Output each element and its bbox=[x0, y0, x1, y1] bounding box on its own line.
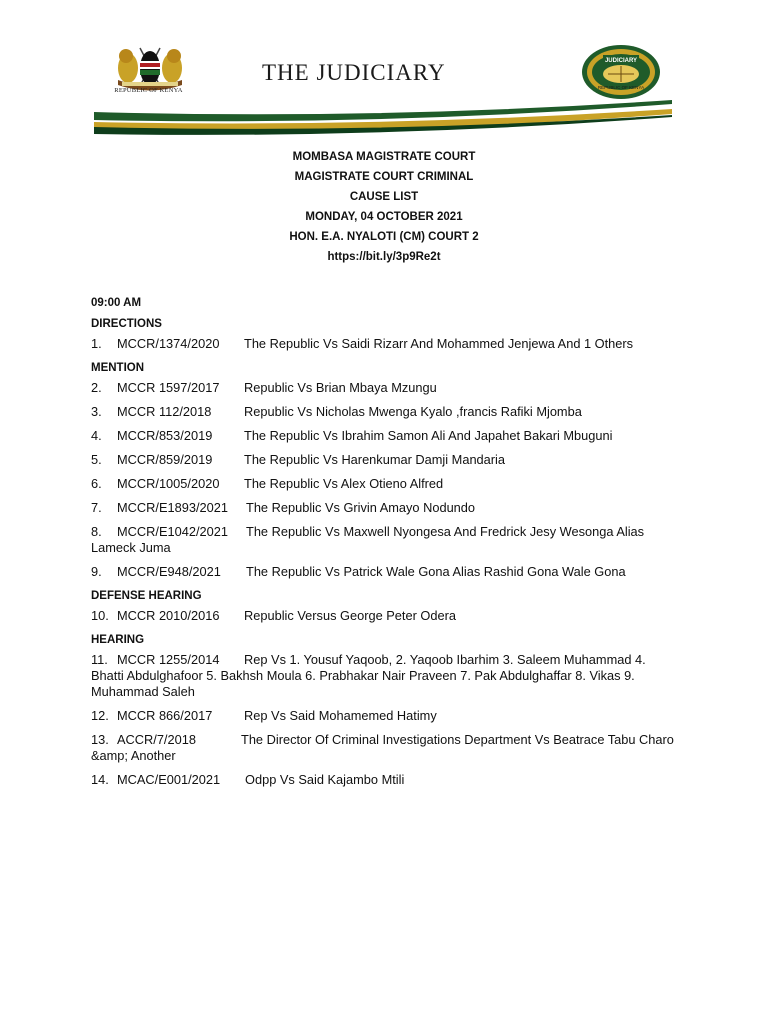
case-number: 2. bbox=[91, 380, 102, 395]
case-reference: MCCR 1597/2017 bbox=[117, 380, 220, 395]
judiciary-seal-icon bbox=[582, 45, 660, 99]
case-item bbox=[91, 476, 681, 492]
case-parties: The Republic Vs Saidi Rizarr And Mohammed Jenjewa And 1 Others bbox=[244, 336, 634, 351]
case-reference: MCCR 112/2018 bbox=[117, 404, 212, 419]
case-number: 8. bbox=[91, 524, 102, 539]
case-number: 7. bbox=[91, 500, 102, 515]
list-date: MONDAY, 04 OCTOBER 2021 bbox=[305, 211, 463, 223]
case-number: 14. bbox=[91, 772, 109, 787]
case-number: 3. bbox=[91, 404, 102, 419]
court-name: MOMBASA MAGISTRATE COURT bbox=[292, 151, 476, 163]
section-directions: DIRECTIONS bbox=[91, 318, 162, 330]
case-reference: MCCR/E948/2021 bbox=[117, 564, 221, 579]
case-parties: The Republic Vs Grivin Amayo Nodundo bbox=[246, 500, 476, 515]
list-type: CAUSE LIST bbox=[349, 191, 419, 203]
case-parties: The Republic Vs Maxwell Nyongesa And Fredrick Jesy Wesonga Alias Lameck Juma bbox=[91, 524, 645, 555]
case-item bbox=[91, 732, 681, 764]
presiding-magistrate: HON. E.A. NYALOTI (CM) COURT 2 bbox=[289, 231, 479, 243]
seal-bottom-text: REPUBLIC OF KENYA bbox=[597, 85, 645, 90]
section-hearing: HEARING bbox=[91, 634, 145, 646]
case-parties: Rep Vs 1. Yousuf Yaqoob, 2. Yaqoob Ibarhim 3. Saleem Muhammad 4. Bhatti Abdulghafoor 5. Bakhsh Moula 6. Prabhakar Nair Praveen 7. Pak Abdulghaffar 8. Vikas 9. Muhammad Saleh bbox=[91, 652, 646, 699]
case-item bbox=[91, 524, 681, 556]
section-mention: MENTION bbox=[91, 362, 145, 374]
seal-top-text: JUDICIARY bbox=[604, 58, 638, 64]
case-reference: MCCR/853/2019 bbox=[117, 428, 213, 443]
case-number: 1. bbox=[91, 336, 102, 351]
case-parties: The Director Of Criminal Investigations Department Vs Beatrace Tabu Charo &amp; Another bbox=[91, 732, 674, 763]
case-item bbox=[91, 772, 681, 788]
case-item bbox=[91, 336, 681, 352]
section-defense-hearing: DEFENSE HEARING bbox=[91, 590, 202, 602]
session-time: 09:00 AM bbox=[91, 297, 142, 309]
case-item bbox=[91, 652, 681, 700]
case-item bbox=[91, 380, 681, 396]
case-reference: MCCR 2010/2016 bbox=[117, 608, 220, 623]
case-number: 9. bbox=[91, 564, 102, 579]
case-parties: Republic Versus George Peter Odera bbox=[244, 608, 456, 623]
virtual-court-link[interactable]: https://bit.ly/3p9Re2t bbox=[327, 251, 441, 263]
case-number: 5. bbox=[91, 452, 102, 467]
letterhead bbox=[0, 0, 768, 140]
coat-of-arms-icon bbox=[118, 48, 182, 91]
case-parties: The Republic Vs Alex Otieno Alfred bbox=[244, 476, 444, 491]
case-parties: The Republic Vs Patrick Wale Gona Alias Rashid Gona Wale Gona bbox=[246, 564, 626, 579]
case-number: 4. bbox=[91, 428, 102, 443]
case-number: 10. bbox=[91, 608, 109, 623]
case-parties: Rep Vs Said Mohamemed Hatimy bbox=[244, 708, 437, 723]
case-reference: MCCR/859/2019 bbox=[117, 452, 213, 467]
case-reference: MCCR 1255/2014 bbox=[117, 652, 220, 667]
case-parties: Odpp Vs Said Kajambo Mtili bbox=[245, 772, 405, 787]
case-reference: MCCR/1005/2020 bbox=[117, 476, 220, 491]
case-parties: Republic Vs Brian Mbaya Mzungu bbox=[244, 380, 437, 395]
cause-list-header bbox=[0, 147, 768, 267]
case-number: 6. bbox=[91, 476, 102, 491]
case-item bbox=[91, 608, 681, 624]
case-parties: The Republic Vs Harenkumar Damji Mandaria bbox=[244, 452, 506, 467]
case-number: 12. bbox=[91, 708, 109, 723]
case-item bbox=[91, 500, 681, 516]
case-item bbox=[91, 708, 681, 724]
case-parties: The Republic Vs Ibrahim Samon Ali And Japahet Bakari Mbuguni bbox=[244, 428, 613, 443]
case-item bbox=[91, 564, 681, 580]
case-number: 13. bbox=[91, 732, 109, 747]
cause-list bbox=[91, 294, 681, 796]
letterhead-title: THE JUDICIARY bbox=[262, 60, 446, 85]
case-item bbox=[91, 428, 681, 444]
case-reference: MCAC/E001/2021 bbox=[117, 772, 221, 787]
case-item bbox=[91, 452, 681, 468]
case-reference: ACCR/7/2018 bbox=[117, 732, 196, 747]
case-reference: MCCR/E1042/2021 bbox=[117, 524, 228, 539]
case-item bbox=[91, 404, 681, 420]
case-parties: Republic Vs Nicholas Mwenga Kyalo ,francis Rafiki Mjomba bbox=[244, 404, 582, 419]
case-reference: MCCR/1374/2020 bbox=[117, 336, 220, 351]
court-division: MAGISTRATE COURT CRIMINAL bbox=[294, 171, 474, 183]
case-number: 11. bbox=[91, 652, 108, 667]
case-reference: MCCR 866/2017 bbox=[117, 708, 213, 723]
case-reference: MCCR/E1893/2021 bbox=[117, 500, 228, 515]
coat-of-arms-caption: REPUBLIC OF KENYA bbox=[114, 87, 183, 94]
